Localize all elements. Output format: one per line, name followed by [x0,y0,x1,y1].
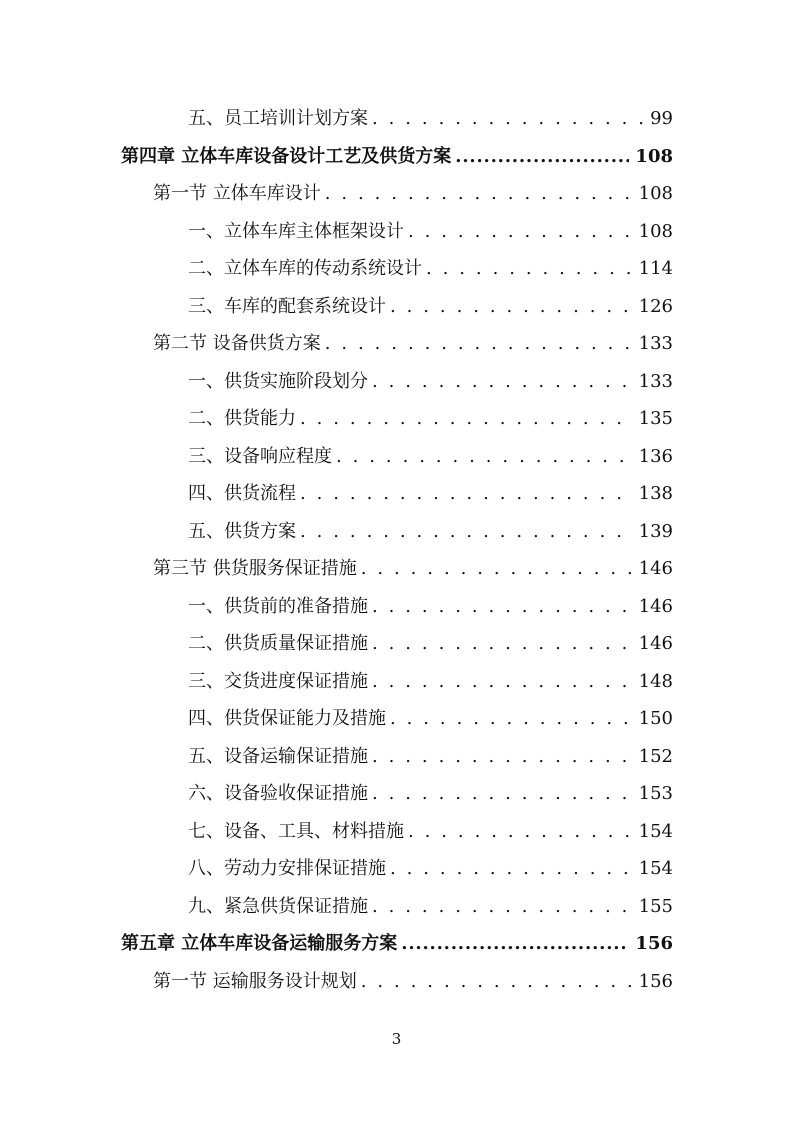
dot-leader [361,963,633,1001]
toc-entry-page: 108 [638,183,673,204]
toc-item[interactable] [0,250,793,288]
toc-entry-page: 156 [635,933,673,954]
toc-entry-title: 五、设备运输保证措施 [188,745,368,767]
toc-entry-title: 二、立体车库的传动系统设计 [188,258,422,279]
toc-item[interactable] [0,663,793,701]
toc-entry-title: 四、供货保证能力及措施 [188,708,386,729]
toc-chapter[interactable] [0,925,793,963]
toc-entry-title: 九、紧急供货保证措施 [188,895,368,917]
toc-entry-page: 108 [638,220,673,242]
toc-entry-page: 114 [638,258,673,279]
toc-entry-page: 138 [638,483,673,504]
dot-leader [361,550,633,588]
toc-item[interactable] [0,100,793,138]
dot-leader [325,325,633,363]
toc-entry-title: 第四章 立体车库设备设计工艺及供货方案 [121,145,452,167]
dot-leader [372,363,633,401]
toc-entry-title: 二、供货质量保证措施 [188,633,368,654]
toc-item[interactable] [0,888,793,926]
toc-entry-page: 156 [638,970,673,992]
dot-leader [372,100,644,138]
toc-entry-page: 148 [638,670,673,692]
toc-entry-title: 第二节 设备供货方案 [153,333,321,354]
toc-item[interactable] [0,438,793,476]
toc-entry-page: 139 [638,520,673,542]
page-number: 3 [391,1030,402,1048]
toc-entry-title: 一、供货前的准备措施 [188,595,368,617]
toc-entry-title: 第一节 运输服务设计规划 [153,970,357,992]
toc-entry-title: 四、供货流程 [188,483,296,504]
toc-entry-title: 八、劳动力安排保证措施 [188,858,386,879]
toc-entry-page: 146 [638,633,673,654]
dot-leader [372,738,633,776]
toc-entry-page: 146 [638,595,673,617]
toc-entry-page: 154 [638,820,673,842]
toc-entry-page: 152 [638,745,673,767]
dot-leader [372,775,633,813]
toc-item[interactable] [0,775,793,813]
dot-leader [372,888,633,926]
toc-entry-page: 99 [650,108,673,129]
toc-entry-page: 136 [638,445,673,467]
toc-item[interactable] [0,813,793,851]
toc-entry-page: 155 [638,895,673,917]
toc-item[interactable] [0,363,793,401]
dot-leader [372,588,633,626]
toc-entry-page: 133 [638,333,673,354]
toc-item[interactable] [0,213,793,251]
toc-section[interactable] [0,325,793,363]
toc-entry-page: 150 [638,708,673,729]
toc-entry-title: 三、交货进度保证措施 [188,670,368,692]
toc-chapter[interactable] [0,138,793,176]
toc-item[interactable] [0,850,793,888]
toc-entry-title: 五、员工培训计划方案 [188,108,368,129]
toc-item[interactable] [0,700,793,738]
toc-entry-title: 第一节 立体车库设计 [153,183,321,204]
dot-leader [300,475,633,513]
toc-entry-page: 126 [638,295,673,317]
toc-section[interactable] [0,550,793,588]
dot-leader [426,250,633,288]
dot-leader [390,850,633,888]
toc-entry-page: 146 [638,558,673,579]
toc-entry-page: 108 [635,145,673,167]
toc-item[interactable] [0,513,793,551]
dot-leader [408,813,633,851]
toc-entry-page: 153 [638,783,673,804]
toc-entry-title: 第三节 供货服务保证措施 [153,558,357,579]
toc-entry-page: 133 [638,370,673,392]
toc-entry-title: 第五章 立体车库设备运输服务方案 [121,933,398,954]
toc-item[interactable] [0,625,793,663]
toc-entry-page: 154 [638,858,673,879]
toc-entry-title: 六、设备验收保证措施 [188,783,368,804]
toc-entry-title: 五、供货方案 [188,520,296,542]
toc-item[interactable] [0,588,793,626]
table-of-contents [0,100,793,1000]
toc-entry-page: 135 [638,408,673,429]
toc-entry-title: 一、供货实施阶段划分 [188,370,368,392]
toc-section[interactable] [0,963,793,1001]
toc-entry-title: 七、设备、工具、材料措施 [188,820,404,842]
dot-leader [390,288,633,326]
toc-item[interactable] [0,475,793,513]
dot-leader [401,925,629,963]
toc-item[interactable] [0,288,793,326]
dot-leader [325,175,633,213]
dot-leader [372,663,633,701]
toc-entry-title: 一、立体车库主体框架设计 [188,220,404,242]
dot-leader [300,400,633,438]
toc-item[interactable] [0,738,793,776]
toc-entry-title: 二、供货能力 [188,408,296,429]
dot-leader [372,625,633,663]
toc-section[interactable] [0,175,793,213]
toc-entry-title: 三、车库的配套系统设计 [188,295,386,317]
dot-leader [455,138,629,176]
dot-leader [390,700,633,738]
toc-entry-title: 三、设备响应程度 [188,445,332,467]
dot-leader [336,438,633,476]
toc-item[interactable] [0,400,793,438]
dot-leader [300,513,633,551]
dot-leader [408,213,633,251]
